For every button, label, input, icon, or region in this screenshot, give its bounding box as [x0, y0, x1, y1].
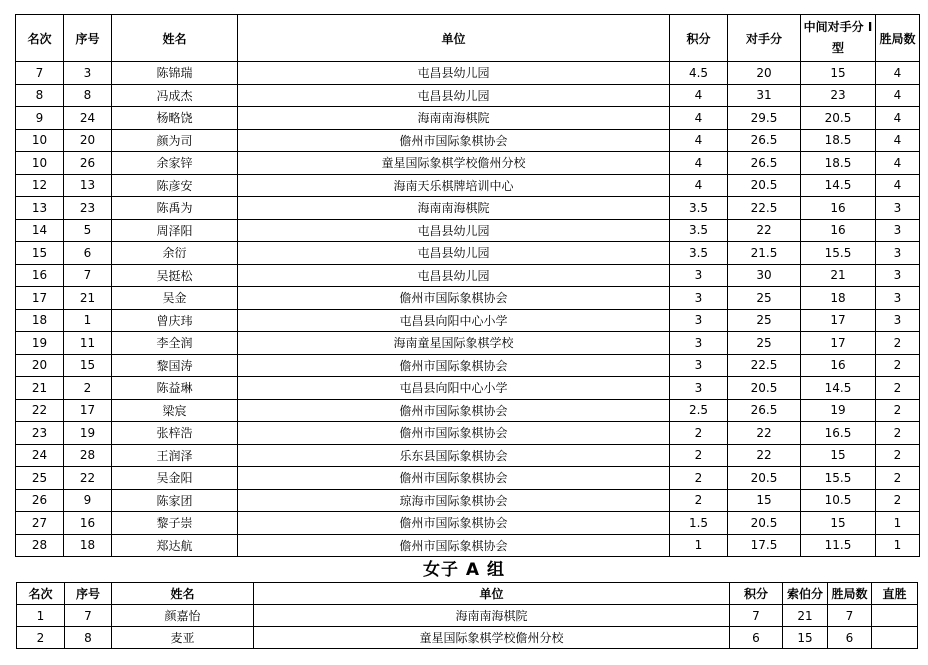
seq-cell: 2 — [64, 377, 112, 400]
name-cell: 吴金阳 — [112, 467, 238, 490]
table-row — [16, 534, 920, 557]
tiebreak3-cell: 2 — [876, 377, 920, 400]
tiebreak1-cell: 22 — [728, 444, 801, 467]
table-row — [16, 422, 920, 445]
name-cell: 陈锦瑞 — [112, 62, 238, 85]
score-cell: 3 — [670, 309, 728, 332]
unit-cell: 海南南海棋院 — [254, 605, 730, 627]
score-cell: 3 — [670, 354, 728, 377]
tiebreak3-cell: 3 — [876, 264, 920, 287]
score-cell: 3 — [670, 332, 728, 355]
name-cell: 杨略饶 — [112, 107, 238, 130]
name-cell: 曾庆玮 — [112, 309, 238, 332]
score-cell: 2 — [670, 422, 728, 445]
unit-cell: 海南天乐棋牌培训中心 — [238, 174, 670, 197]
table-row — [16, 242, 920, 265]
tiebreak1-cell: 22 — [728, 422, 801, 445]
seq-cell: 28 — [64, 444, 112, 467]
unit-cell: 海南南海棋院 — [238, 107, 670, 130]
score-cell: 3.5 — [670, 242, 728, 265]
name-cell: 李全润 — [112, 332, 238, 355]
table-header-row — [16, 15, 920, 62]
table-body — [16, 62, 920, 557]
tiebreak1-cell: 22.5 — [728, 354, 801, 377]
tiebreak3-cell: 4 — [876, 129, 920, 152]
tiebreak3-cell: 4 — [876, 84, 920, 107]
rank-cell: 28 — [16, 534, 64, 557]
name-cell: 周泽阳 — [112, 219, 238, 242]
tiebreak2-cell: 18 — [801, 287, 876, 310]
header-opp-score: 对手分 — [728, 15, 801, 62]
table-row — [16, 107, 920, 130]
score-cell: 3 — [670, 287, 728, 310]
table-row — [16, 219, 920, 242]
name-cell: 黎国涛 — [112, 354, 238, 377]
rank-cell: 1 — [17, 605, 65, 627]
unit-cell: 儋州市国际象棋协会 — [238, 422, 670, 445]
unit-cell: 童星国际象棋学校儋州分校 — [254, 627, 730, 649]
table-row — [16, 399, 920, 422]
header-name: 姓名 — [112, 15, 238, 62]
tiebreak2-cell: 23 — [801, 84, 876, 107]
tiebreak1-cell: 22 — [728, 219, 801, 242]
tiebreak1-cell: 25 — [728, 332, 801, 355]
unit-cell: 儋州市国际象棋协会 — [238, 467, 670, 490]
tiebreak2-cell: 15.5 — [801, 242, 876, 265]
tiebreak2-cell: 10.5 — [801, 489, 876, 512]
unit-cell: 儋州市国际象棋协会 — [238, 129, 670, 152]
rank-cell: 18 — [16, 309, 64, 332]
seq-cell: 7 — [65, 605, 112, 627]
header-score: 积分 — [670, 15, 728, 62]
tiebreak3-cell: 3 — [876, 242, 920, 265]
table-row — [16, 354, 920, 377]
score-cell: 2 — [670, 467, 728, 490]
tiebreak1-cell: 26.5 — [728, 152, 801, 175]
header-rank: 名次 — [17, 583, 65, 605]
tiebreak1-cell: 20.5 — [728, 512, 801, 535]
name-cell: 颜嘉怡 — [112, 605, 254, 627]
unit-cell: 海南南海棋院 — [238, 197, 670, 220]
tiebreak3-cell: 1 — [876, 512, 920, 535]
unit-cell: 屯昌县向阳中心小学 — [238, 309, 670, 332]
seq-cell: 22 — [64, 467, 112, 490]
tiebreak2-cell: 19 — [801, 399, 876, 422]
table-row — [16, 467, 920, 490]
header-direct: 直胜 — [872, 583, 918, 605]
seq-cell: 13 — [64, 174, 112, 197]
header-unit: 单位 — [238, 15, 670, 62]
seq-cell: 23 — [64, 197, 112, 220]
table-body — [17, 605, 918, 649]
rank-cell: 26 — [16, 489, 64, 512]
unit-cell: 屯昌县向阳中心小学 — [238, 377, 670, 400]
score-cell: 1 — [670, 534, 728, 557]
name-cell: 吴挺松 — [112, 264, 238, 287]
standings-table-women-a — [16, 582, 918, 649]
tiebreak2-cell: 16 — [801, 354, 876, 377]
tiebreak2-cell: 7 — [828, 605, 872, 627]
unit-cell: 童星国际象棋学校儋州分校 — [238, 152, 670, 175]
score-cell: 2 — [670, 489, 728, 512]
tiebreak3-cell: 2 — [876, 332, 920, 355]
seq-cell: 26 — [64, 152, 112, 175]
tiebreak3-cell: 2 — [876, 354, 920, 377]
table-row — [16, 174, 920, 197]
header-seq: 序号 — [65, 583, 112, 605]
rank-cell: 24 — [16, 444, 64, 467]
tiebreak2-cell: 21 — [801, 264, 876, 287]
name-cell: 梁宸 — [112, 399, 238, 422]
tiebreak1-cell: 22.5 — [728, 197, 801, 220]
table-row — [16, 332, 920, 355]
seq-cell: 20 — [64, 129, 112, 152]
tiebreak1-cell: 20.5 — [728, 174, 801, 197]
score-cell: 6 — [730, 627, 783, 649]
seq-cell: 18 — [64, 534, 112, 557]
table-row — [16, 377, 920, 400]
tiebreak1-cell: 20.5 — [728, 377, 801, 400]
rank-cell: 23 — [16, 422, 64, 445]
table-row — [16, 129, 920, 152]
tiebreak3-cell: 2 — [876, 422, 920, 445]
seq-cell: 3 — [64, 62, 112, 85]
table-row — [16, 512, 920, 535]
table-row — [16, 197, 920, 220]
table-row — [16, 444, 920, 467]
tiebreak1-cell: 26.5 — [728, 399, 801, 422]
name-cell: 余家锌 — [112, 152, 238, 175]
score-cell: 3.5 — [670, 197, 728, 220]
name-cell: 冯成杰 — [112, 84, 238, 107]
tiebreak2-cell: 15 — [801, 62, 876, 85]
rank-cell: 2 — [17, 627, 65, 649]
unit-cell: 屯昌县幼儿园 — [238, 219, 670, 242]
seq-cell: 1 — [64, 309, 112, 332]
seq-cell: 11 — [64, 332, 112, 355]
tiebreak2-cell: 16.5 — [801, 422, 876, 445]
rank-cell: 17 — [16, 287, 64, 310]
tiebreak3-cell: 1 — [876, 534, 920, 557]
header-unit: 单位 — [254, 583, 730, 605]
unit-cell: 屯昌县幼儿园 — [238, 62, 670, 85]
tiebreak2-cell: 17 — [801, 332, 876, 355]
rank-cell: 10 — [16, 129, 64, 152]
tiebreak2-cell: 15.5 — [801, 467, 876, 490]
rank-cell: 27 — [16, 512, 64, 535]
tiebreak3-cell: 2 — [876, 467, 920, 490]
tiebreak2-cell: 16 — [801, 197, 876, 220]
name-cell: 余衍 — [112, 242, 238, 265]
tiebreak2-cell: 11.5 — [801, 534, 876, 557]
unit-cell: 乐东县国际象棋协会 — [238, 444, 670, 467]
standings-table-open — [15, 14, 920, 557]
tiebreak1-cell: 17.5 — [728, 534, 801, 557]
score-cell: 4 — [670, 107, 728, 130]
seq-cell: 8 — [64, 84, 112, 107]
unit-cell: 儋州市国际象棋协会 — [238, 534, 670, 557]
tiebreak3-cell: 4 — [876, 174, 920, 197]
tiebreak3-cell: 3 — [876, 219, 920, 242]
score-cell: 2 — [670, 444, 728, 467]
table-row — [16, 489, 920, 512]
tiebreak1-cell: 30 — [728, 264, 801, 287]
unit-cell: 儋州市国际象棋协会 — [238, 354, 670, 377]
seq-cell: 9 — [64, 489, 112, 512]
unit-cell: 琼海市国际象棋协会 — [238, 489, 670, 512]
name-cell: 陈家团 — [112, 489, 238, 512]
rank-cell: 21 — [16, 377, 64, 400]
tiebreak3-cell: 4 — [876, 62, 920, 85]
seq-cell: 15 — [64, 354, 112, 377]
score-cell: 4 — [670, 174, 728, 197]
tiebreak1-cell: 25 — [728, 287, 801, 310]
score-cell: 3.5 — [670, 219, 728, 242]
score-cell: 4 — [670, 152, 728, 175]
score-cell: 2.5 — [670, 399, 728, 422]
seq-cell: 24 — [64, 107, 112, 130]
name-cell: 吴金 — [112, 287, 238, 310]
tiebreak2-cell: 6 — [828, 627, 872, 649]
seq-cell: 7 — [64, 264, 112, 287]
unit-cell: 儋州市国际象棋协会 — [238, 287, 670, 310]
tiebreak3-cell: 2 — [876, 399, 920, 422]
name-cell: 王润泽 — [112, 444, 238, 467]
unit-cell: 屯昌县幼儿园 — [238, 84, 670, 107]
rank-cell: 16 — [16, 264, 64, 287]
table-row — [16, 62, 920, 85]
table-header-row — [17, 583, 918, 605]
tiebreak1-cell: 26.5 — [728, 129, 801, 152]
name-cell: 麦亚 — [112, 627, 254, 649]
unit-cell: 屯昌县幼儿园 — [238, 264, 670, 287]
table-row — [16, 309, 920, 332]
seq-cell: 16 — [64, 512, 112, 535]
score-cell: 4 — [670, 129, 728, 152]
header-name: 姓名 — [112, 583, 254, 605]
seq-cell: 6 — [64, 242, 112, 265]
name-cell: 陈彦安 — [112, 174, 238, 197]
unit-cell: 儋州市国际象棋协会 — [238, 399, 670, 422]
rank-cell: 8 — [16, 84, 64, 107]
seq-cell: 5 — [64, 219, 112, 242]
tiebreak2-cell: 15 — [801, 444, 876, 467]
table-row — [17, 605, 918, 627]
rank-cell: 9 — [16, 107, 64, 130]
rank-cell: 15 — [16, 242, 64, 265]
tiebreak1-cell: 15 — [783, 627, 828, 649]
tiebreak1-cell: 25 — [728, 309, 801, 332]
tiebreak1-cell: 21.5 — [728, 242, 801, 265]
score-cell: 1.5 — [670, 512, 728, 535]
tiebreak3-cell: 2 — [876, 444, 920, 467]
tiebreak1-cell: 15 — [728, 489, 801, 512]
tiebreak2-cell: 16 — [801, 219, 876, 242]
rank-cell: 19 — [16, 332, 64, 355]
header-seq: 序号 — [64, 15, 112, 62]
table-row — [17, 627, 918, 649]
name-cell: 颜为司 — [112, 129, 238, 152]
unit-cell: 儋州市国际象棋协会 — [238, 512, 670, 535]
header-wins: 胜局数 — [876, 15, 920, 62]
tiebreak2-cell: 18.5 — [801, 152, 876, 175]
table-row — [16, 287, 920, 310]
score-cell: 4.5 — [670, 62, 728, 85]
tiebreak1-cell: 20 — [728, 62, 801, 85]
header-median-buchholz: 中间对手分 I 型 — [801, 15, 876, 62]
tiebreak3-cell: 4 — [876, 107, 920, 130]
score-cell: 3 — [670, 264, 728, 287]
tiebreak2-cell: 20.5 — [801, 107, 876, 130]
name-cell: 张梓浩 — [112, 422, 238, 445]
tiebreak2-cell: 18.5 — [801, 129, 876, 152]
header-score: 积分 — [730, 583, 783, 605]
table-row — [16, 84, 920, 107]
tiebreak3-cell: 3 — [876, 287, 920, 310]
rank-cell: 22 — [16, 399, 64, 422]
unit-cell: 海南童星国际象棋学校 — [238, 332, 670, 355]
tiebreak1-cell: 31 — [728, 84, 801, 107]
score-cell: 7 — [730, 605, 783, 627]
header-wins: 胜局数 — [828, 583, 872, 605]
table-row — [16, 152, 920, 175]
table-row — [16, 264, 920, 287]
tiebreak3-cell: 3 — [876, 309, 920, 332]
name-cell: 黎子崇 — [112, 512, 238, 535]
rank-cell: 10 — [16, 152, 64, 175]
seq-cell: 21 — [64, 287, 112, 310]
name-cell: 郑达航 — [112, 534, 238, 557]
tiebreak2-cell: 15 — [801, 512, 876, 535]
unit-cell: 屯昌县幼儿园 — [238, 242, 670, 265]
tiebreak3-cell — [872, 605, 918, 627]
tiebreak2-cell: 14.5 — [801, 377, 876, 400]
header-sonneborn: 索伯分 — [783, 583, 828, 605]
tiebreak1-cell: 20.5 — [728, 467, 801, 490]
rank-cell: 14 — [16, 219, 64, 242]
tiebreak3-cell: 2 — [876, 489, 920, 512]
seq-cell: 17 — [64, 399, 112, 422]
tiebreak3-cell — [872, 627, 918, 649]
section-title: 女子 A 组 — [423, 560, 505, 580]
seq-cell: 19 — [64, 422, 112, 445]
rank-cell: 7 — [16, 62, 64, 85]
score-cell: 4 — [670, 84, 728, 107]
tiebreak3-cell: 3 — [876, 197, 920, 220]
tiebreak3-cell: 4 — [876, 152, 920, 175]
rank-cell: 12 — [16, 174, 64, 197]
tiebreak1-cell: 21 — [783, 605, 828, 627]
tiebreak2-cell: 14.5 — [801, 174, 876, 197]
rank-cell: 25 — [16, 467, 64, 490]
name-cell: 陈益琳 — [112, 377, 238, 400]
seq-cell: 8 — [65, 627, 112, 649]
score-cell: 3 — [670, 377, 728, 400]
header-rank: 名次 — [16, 15, 64, 62]
tiebreak2-cell: 17 — [801, 309, 876, 332]
rank-cell: 13 — [16, 197, 64, 220]
name-cell: 陈禹为 — [112, 197, 238, 220]
tiebreak1-cell: 29.5 — [728, 107, 801, 130]
rank-cell: 20 — [16, 354, 64, 377]
